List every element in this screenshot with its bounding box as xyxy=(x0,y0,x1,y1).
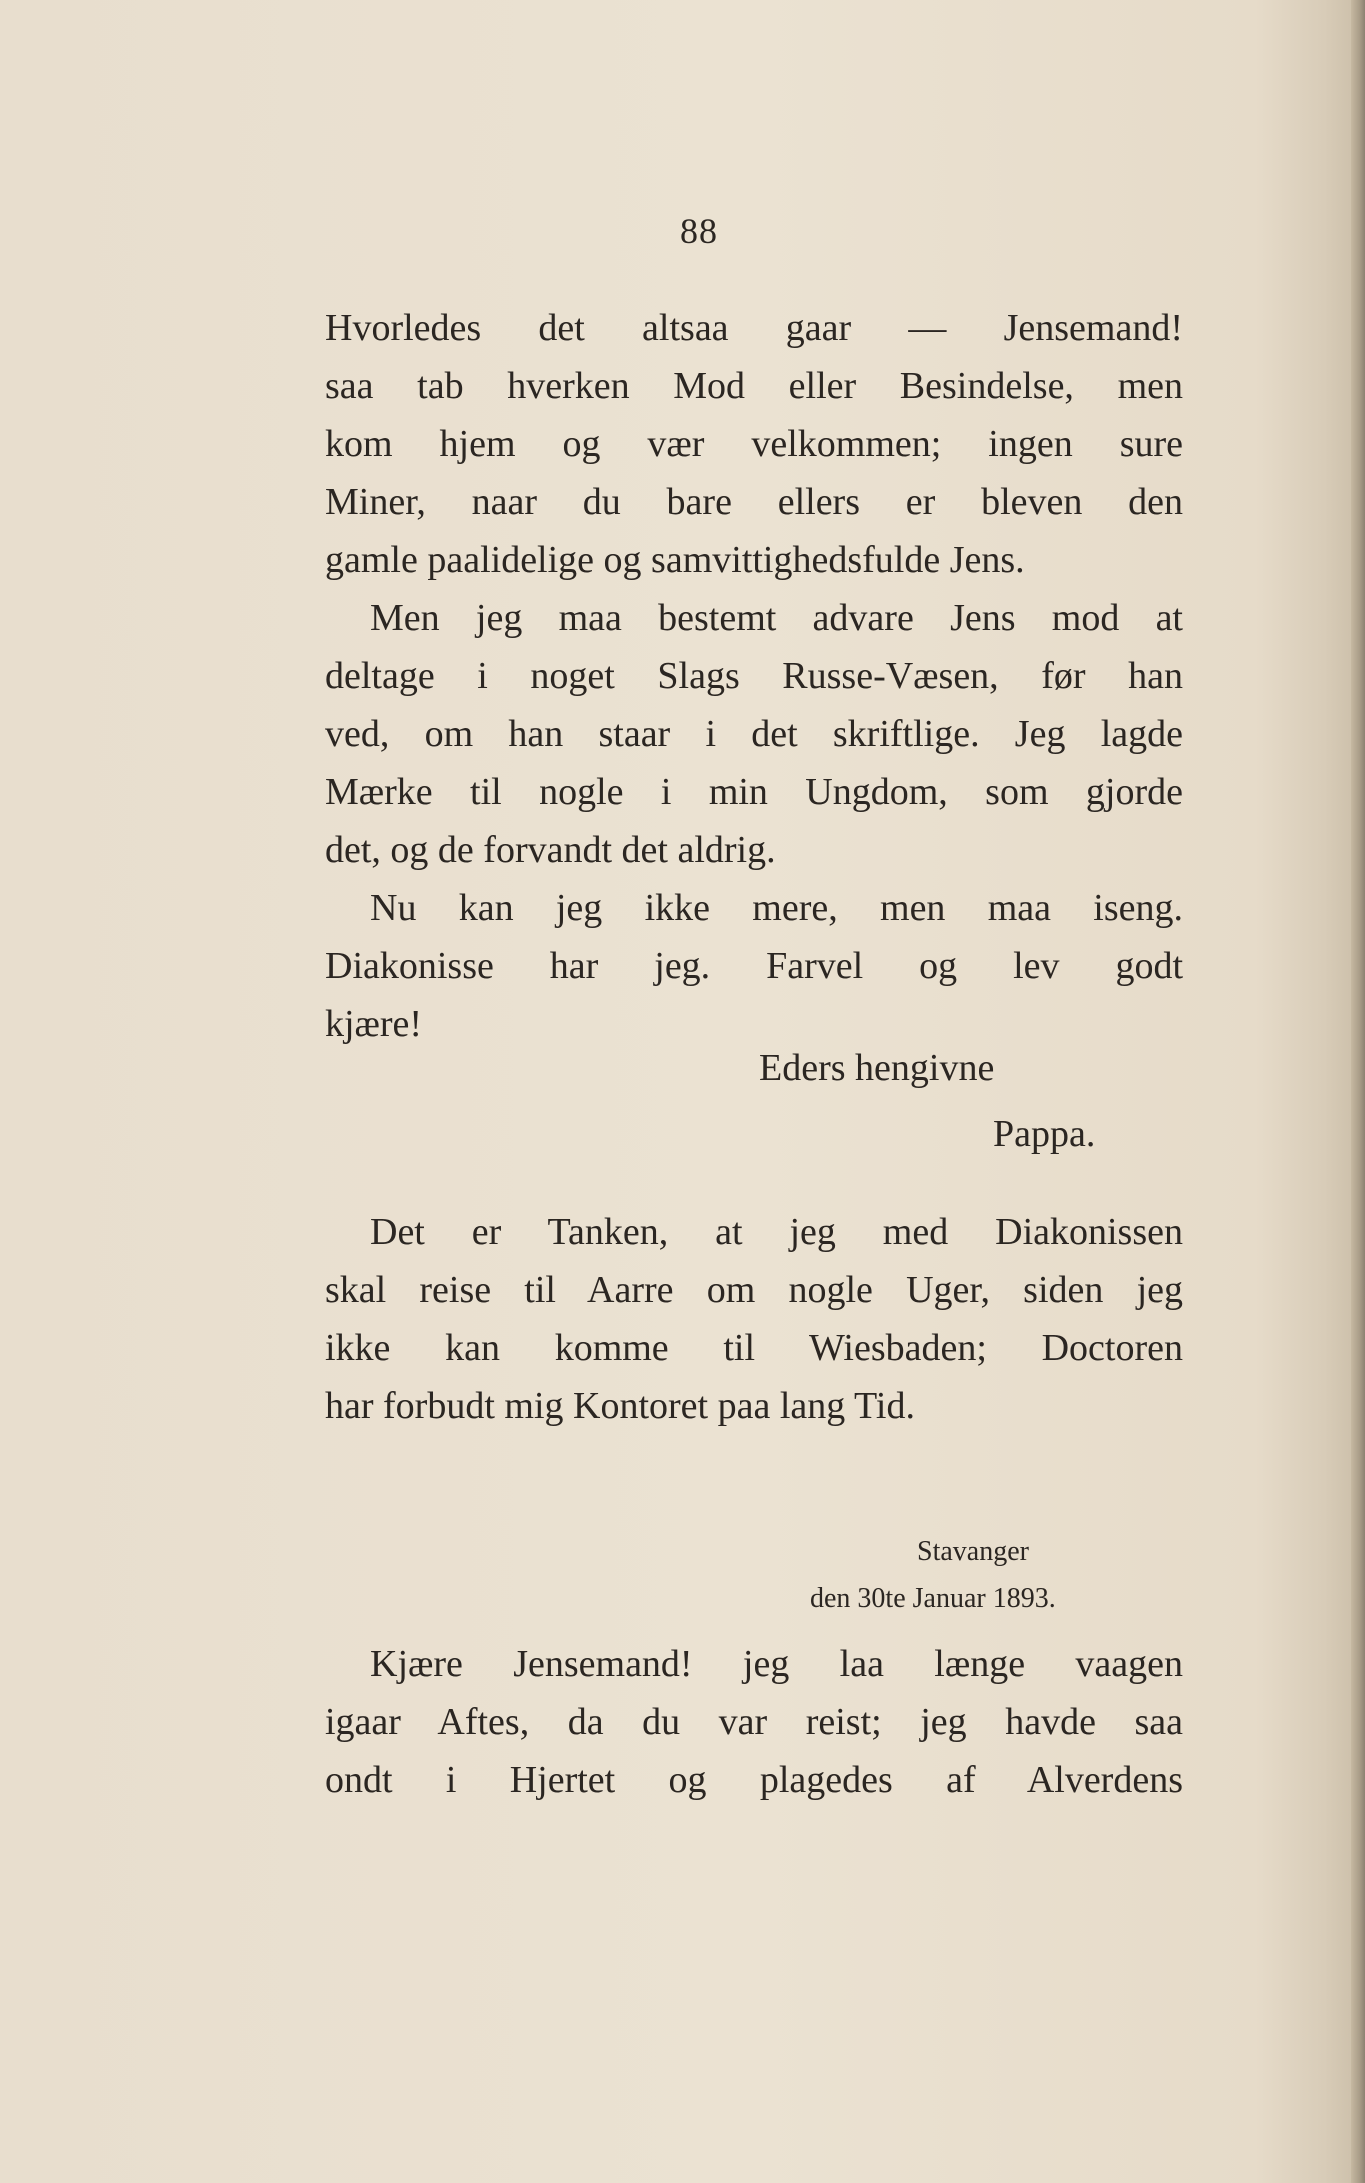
paragraph-2-line-4: Mærke til nogle i min Ungdom, som gjorde xyxy=(325,771,1183,813)
paragraph-1-line-3: kom hjem og vær velkommen; ingen sure xyxy=(325,423,1183,465)
page-number: 88 xyxy=(680,211,718,251)
paragraph-5-line-3: ondt i Hjertet og plagedes af Alverdens xyxy=(325,1759,1183,1801)
paragraph-5-line-1: Kjære Jensemand! jeg laa længe vaagen xyxy=(370,1643,1183,1685)
paragraph-3-line-1: Nu kan jeg ikke mere, men maa iseng. xyxy=(370,887,1183,929)
paragraph-1-line-5: gamle paalidelige og samvittighedsfulde Jens. xyxy=(325,539,1025,581)
paragraph-2-line-2: deltage i noget Slags Russe-Væsen, før han xyxy=(325,655,1183,697)
paragraph-4-line-4: har forbudt mig Kontoret paa lang Tid. xyxy=(325,1385,915,1427)
paragraph-4-line-2: skal reise til Aarre om nogle Uger, siden jeg xyxy=(325,1269,1183,1311)
paragraph-1-line-1: Hvorledes det altsaa gaar — Jensemand! xyxy=(325,307,1183,349)
signature: Pappa. xyxy=(993,1113,1096,1155)
paragraph-3-line-2: Diakonisse har jeg. Farvel og lev godt xyxy=(325,945,1183,987)
paragraph-1-line-4: Miner, naar du bare ellers er bleven den xyxy=(325,481,1183,523)
paragraph-2-line-1: Men jeg maa bestemt advare Jens mod at xyxy=(370,597,1183,639)
page-edge-shadow xyxy=(1351,0,1365,2183)
letter-place: Stavanger xyxy=(917,1536,1029,1567)
closing: Eders hengivne xyxy=(759,1047,995,1089)
paragraph-5-line-2: igaar Aftes, da du var reist; jeg havde saa xyxy=(325,1701,1183,1743)
paragraph-1-line-2: saa tab hverken Mod eller Besindelse, men xyxy=(325,365,1183,407)
paragraph-4-line-1: Det er Tanken, at jeg med Diakonissen xyxy=(370,1211,1183,1253)
paragraph-3-line-3: kjære! xyxy=(325,1003,423,1045)
paragraph-2-line-5: det, og de forvandt det aldrig. xyxy=(325,829,776,871)
paragraph-2-line-3: ved, om han staar i det skriftlige. Jeg lagde xyxy=(325,713,1183,755)
letter-date: den 30te Januar 1893. xyxy=(810,1583,1056,1614)
paragraph-4-line-3: ikke kan komme til Wiesbaden; Doctoren xyxy=(325,1327,1183,1369)
